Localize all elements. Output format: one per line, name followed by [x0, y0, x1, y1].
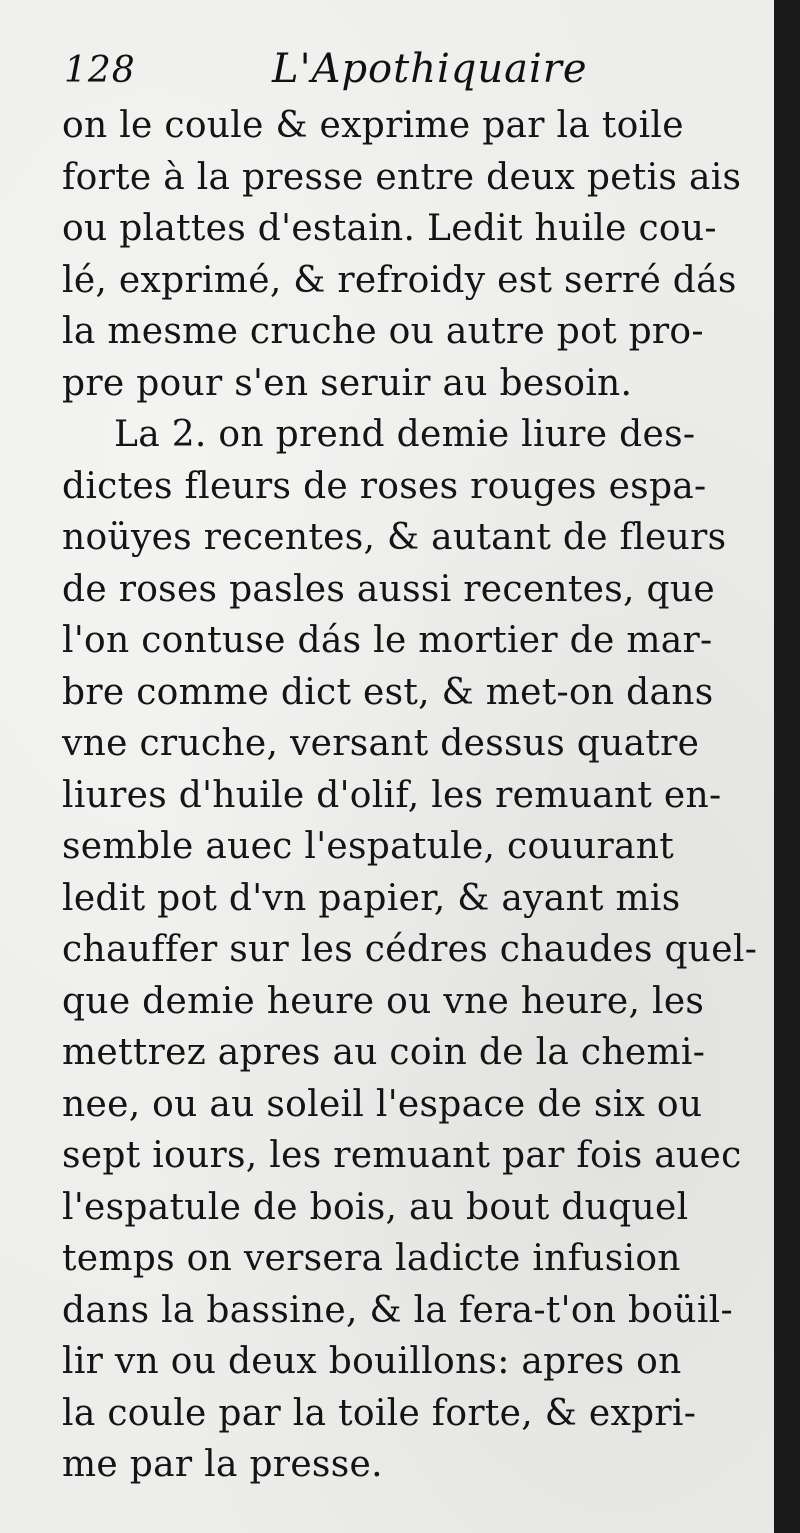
- text-line: lé, exprimé, & refroidy est serré dás: [62, 259, 737, 301]
- text-line: bre comme dict est, & met-on dans: [62, 671, 714, 713]
- text-line: la mesme cruche ou autre pot pro-: [62, 311, 704, 352]
- text-line: mettrez apres au coin de la chemi-: [62, 1032, 706, 1073]
- text-line: dans la bassine, & la fera-t'on boüil-: [62, 1289, 733, 1331]
- text-line: La 2. on prend demie liure des-: [114, 414, 696, 455]
- text-line: noüyes recentes, & autant de fleurs: [62, 517, 727, 558]
- text-line: l'espatule de bois, au bout duquel: [62, 1186, 689, 1228]
- page-header: [58, 44, 698, 100]
- text-line: pre pour s'en seruir au besoin.: [62, 362, 633, 404]
- text-line: me par la presse.: [62, 1444, 383, 1485]
- text-line: temps on versera ladicte infusion: [62, 1238, 681, 1279]
- text-line: nee, ou au soleil l'espace de six ou: [62, 1083, 703, 1125]
- text-line: ou plattes d'estain. Ledit huile cou-: [62, 208, 717, 249]
- text-block: [62, 100, 762, 1491]
- page-number: 128: [64, 50, 136, 91]
- text-line: que demie heure ou vne heure, les: [62, 980, 705, 1022]
- text-line: liures d'huile d'olif, les remuant en-: [62, 774, 722, 816]
- text-line: de roses pasles aussi recentes, que: [62, 568, 715, 610]
- text-line: lir vn ou deux bouillons: apres on: [62, 1341, 682, 1382]
- running-title: L'Apothiquaire: [272, 46, 588, 92]
- paragraph-2: [62, 409, 762, 1491]
- text-line: forte à la presse entre deux petis ais: [62, 156, 742, 198]
- text-line: l'on contuse dás le mortier de mar-: [62, 620, 713, 661]
- text-line: la coule par la toile forte, & expri-: [62, 1392, 697, 1434]
- text-line: ledit pot d'vn papier, & ayant mis: [62, 877, 681, 919]
- text-line: semble auec l'espatule, couurant: [62, 826, 674, 867]
- text-line: vne cruche, versant dessus quatre: [62, 723, 700, 764]
- text-line: chauffer sur les cédres chaudes quel-: [62, 929, 758, 970]
- paragraph-1: [62, 100, 762, 409]
- text-line: on le coule & exprime par la toile: [62, 105, 684, 146]
- text-line: dictes fleurs de roses rouges espa-: [62, 465, 707, 507]
- text-line: sept iours, les remuant par fois auec: [62, 1135, 742, 1176]
